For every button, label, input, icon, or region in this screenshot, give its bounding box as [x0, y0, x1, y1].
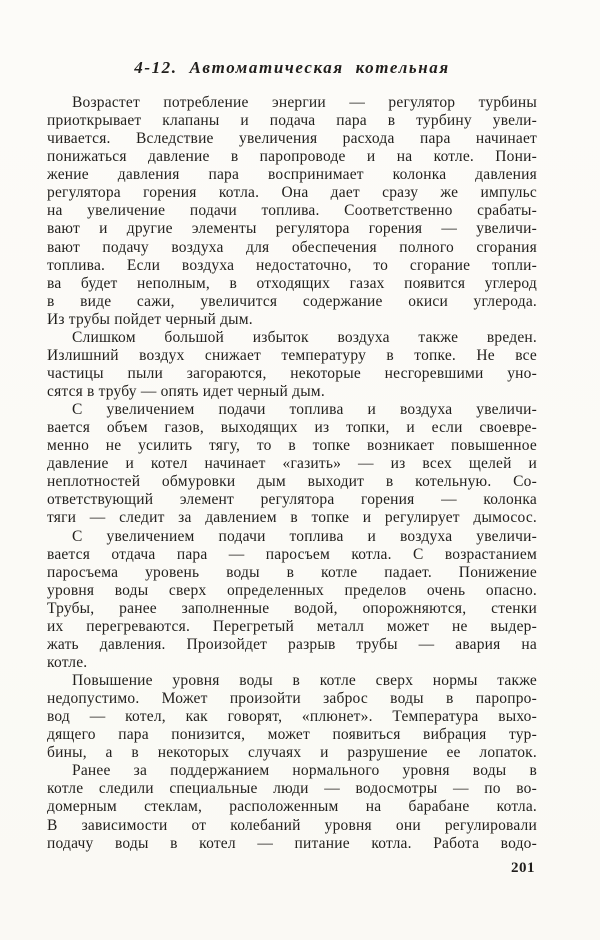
- text-line: Излишний воздух снижает температуру в топке. Не все: [47, 346, 537, 364]
- section-title: 4-12. Автоматическая котельная: [134, 58, 450, 77]
- text-line: С увеличением подачи топлива и воздуха увеличи-: [72, 527, 537, 545]
- text-line: чивается. Вследствие увеличения расхода пара начинает: [47, 130, 537, 148]
- text-line: приоткрывает клапаны и подача пара в турбину увели-: [47, 112, 537, 130]
- text-line: недопустимо. Может произойти заброс воды в паропро-: [47, 690, 537, 708]
- text-line: В зависимости от колебаний уровня они регулировали: [47, 816, 537, 834]
- text-line: жать давления. Произойдет разрыв трубы — авария на: [47, 635, 537, 653]
- text-line: менно не усилить тягу, то в топке возникает повышенное: [47, 437, 537, 455]
- text-line: Из трубы пойдет черный дым.: [47, 310, 253, 328]
- text-line: вается объем газов, выходящих из топки, и если своевре-: [47, 419, 537, 437]
- text-line: С увеличением подачи топлива и воздуха увеличи-: [72, 401, 537, 419]
- text-line: котле.: [47, 653, 88, 671]
- paragraph: [47, 329, 537, 401]
- text-line: частицы пыли загораются, некоторые несгоревшими уно-: [47, 364, 537, 382]
- text-line: подачу воды в котел — питание котла. Работа водо-: [47, 834, 537, 852]
- text-line: паросъема уровень воды в котле падает. Понижение: [47, 563, 537, 581]
- text-line: уровня воды сверх определенных пределов очень опасно.: [47, 581, 537, 599]
- paragraph: [47, 762, 537, 852]
- text-line: дящего пара понизится, может появиться вибрация тур-: [47, 726, 537, 744]
- text-line: Повышение уровня воды в котле сверх нормы также: [72, 672, 537, 689]
- text-line: давление и котел начинает «газить» — из всех щелей и: [47, 455, 537, 473]
- text-line: в виде сажи, увеличится содержание окиси углерода.: [47, 292, 537, 310]
- text-line: вают подачу воздуха для обеспечения полного сгорания: [47, 238, 537, 256]
- text-line: тяги — следит за давлением в топке и регулирует дымосос.: [47, 509, 537, 527]
- text-line: домерным стеклам, расположенным на барабане котла.: [47, 798, 537, 816]
- text-line: вается отдача пара — паросъем котла. С возрастанием: [47, 545, 537, 563]
- page-number: 201: [511, 860, 535, 876]
- text-line: сятся в трубу — опять идет черный дым.: [47, 383, 325, 400]
- text-line: жение давления пара воспринимает колонка давления: [47, 166, 537, 184]
- text-line: котле следили специальные люди — водосмотры — по во-: [47, 780, 537, 798]
- text-line: Слишком большой избыток воздуха также вреден.: [72, 328, 537, 346]
- text-line: бины, а в некоторых случаях и разрушение ее лопаток.: [47, 744, 537, 762]
- paragraph: [47, 672, 537, 762]
- paragraph: [47, 528, 537, 673]
- text-line: их перегреваются. Перегретый металл может не выдер-: [47, 617, 537, 635]
- text-line: Ранее за поддержанием нормального уровня воды в: [72, 762, 537, 780]
- text-line: понижаться давление в паропроводе и на котле. Пони-: [47, 148, 537, 166]
- text-line: регулятора горения котла. Она дает сразу же импульс: [47, 184, 537, 202]
- paragraph: [47, 94, 537, 329]
- paragraph: [47, 401, 537, 527]
- text-line: Возрастет потребление энергии — регулятор турбины: [72, 94, 537, 111]
- text-line: ответствующий элемент регулятора горения — колонка: [47, 491, 537, 509]
- text-line: Трубы, ранее заполненные водой, опорожняются, стенки: [47, 599, 537, 617]
- text-line: топлива. Если воздуха недостаточно, то сгорание топли-: [47, 256, 537, 274]
- text-line: вают и другие элементы регулятора горения — увеличи-: [47, 220, 537, 238]
- text-line: вод — котел, как говорят, «плюнет». Температура выхо-: [47, 708, 537, 726]
- page-body: [47, 94, 537, 853]
- text-line: на увеличение подачи топлива. Соответственно срабаты-: [47, 202, 537, 220]
- text-line: ва будет неполным, в отходящих газах появится углерод: [47, 274, 537, 292]
- text-line: неплотностей обмуровки дым выходит в котельную. Со-: [47, 473, 537, 491]
